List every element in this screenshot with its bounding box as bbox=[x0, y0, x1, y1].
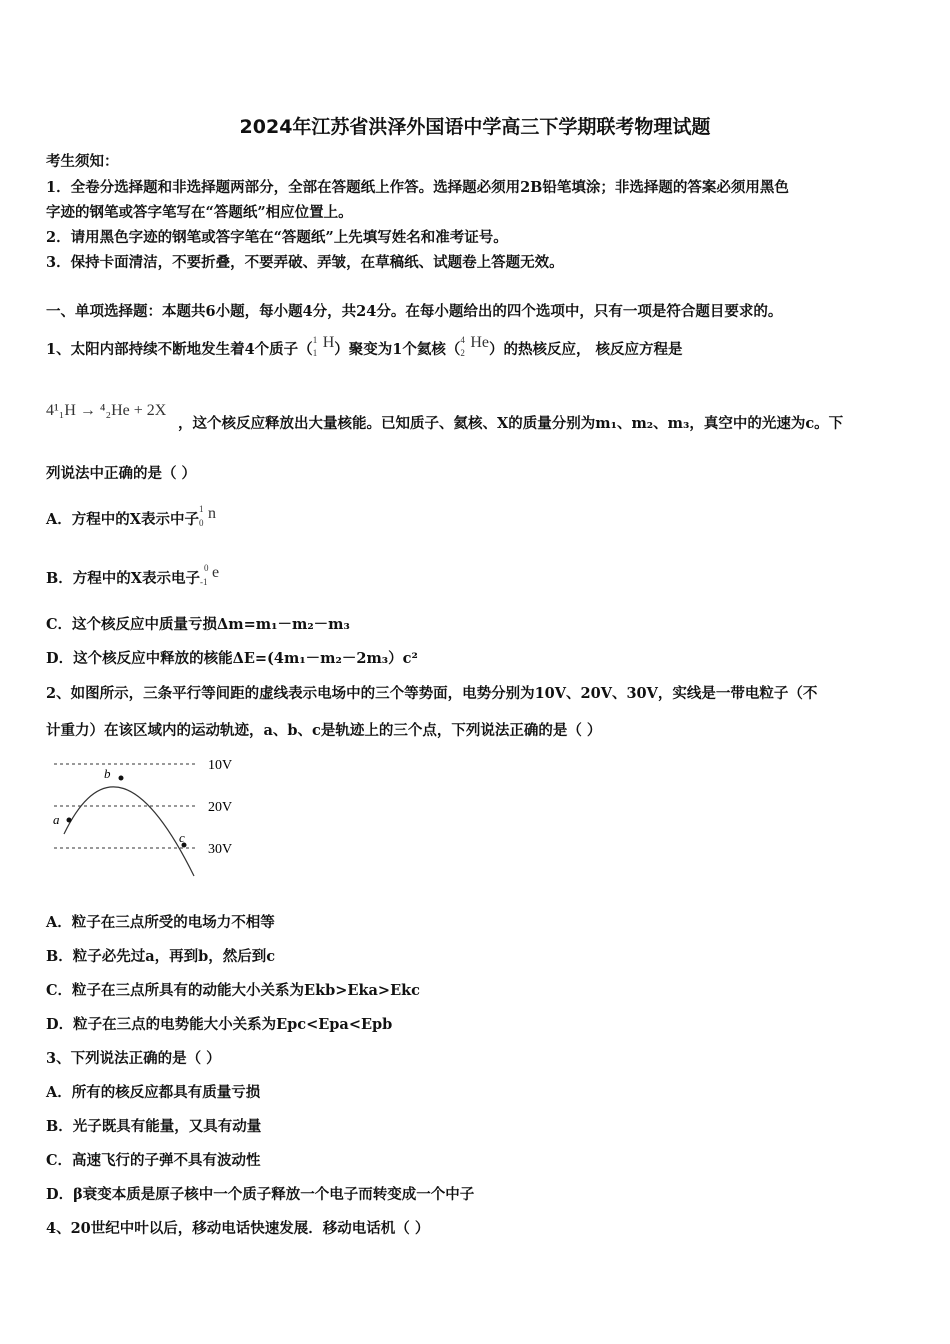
q3-stem: 3、下列说法正确的是（ ） bbox=[46, 1050, 221, 1067]
q2-option-c[interactable]: C．粒子在三点所具有的动能大小关系为Ekb>Eka>Ekc bbox=[46, 982, 420, 999]
q3-option-d[interactable]: D．β衰变本质是原子核中一个质子释放一个电子而转变成一个中子 bbox=[46, 1186, 475, 1203]
equipotential-figure bbox=[46, 752, 256, 882]
point-a bbox=[67, 818, 72, 823]
option-text: A．方程中的X表示中子 bbox=[46, 511, 199, 528]
particle-trajectory bbox=[64, 787, 194, 876]
potential-label: 30V bbox=[208, 842, 233, 857]
q1-option-a[interactable] bbox=[46, 504, 216, 530]
neutron-symbol: 1 0 n bbox=[199, 504, 216, 528]
q1-stem-part: ）聚变为1个氦核（ bbox=[334, 341, 461, 358]
q1-stem-part: 1、太阳内部持续不断地发生着4个质子（ bbox=[46, 341, 313, 358]
q2-option-b[interactable]: B．粒子必先过a，再到b，然后到c bbox=[46, 948, 276, 965]
notice-line: 字迹的钢笔或答字笔写在“答题纸”相应位置上。 bbox=[46, 204, 353, 221]
notice-line: 2．请用黑色字迹的钢笔或答字笔在“答题纸”上先填写姓名和准考证号。 bbox=[46, 229, 508, 246]
notice-line: 1．全卷分选择题和非选择题两部分，全部在答题纸上作答。选择题必须用2B铅笔填涂；非选择题的答案必须用黑色 bbox=[46, 179, 789, 196]
section-heading: 一、单项选择题：本题共6小题，每小题4分，共24分。在每小题给出的四个选项中，只有一项是符合题目要求的。 bbox=[46, 303, 783, 320]
page-title: 2024年江苏省洪泽外国语中学高三下学期联考物理试题 bbox=[239, 116, 711, 138]
potential-label: 10V bbox=[208, 758, 233, 773]
option-text: B．方程中的X表示电子 bbox=[46, 570, 201, 587]
notice-header: 考生须知： bbox=[46, 153, 119, 170]
q1-option-c[interactable]: C．这个核反应中质量亏损Δm=m₁－m₂－m₃ bbox=[46, 616, 350, 633]
q1-cont2: 列说法中正确的是（ ） bbox=[46, 465, 197, 482]
q2-stem: 2、如图所示，三条平行等间距的虚线表示电场中的三个等势面，电势分别为10V、20V、30V，实线是一带电粒子（不 bbox=[46, 685, 818, 702]
q1-option-b[interactable] bbox=[46, 563, 220, 589]
q1-cont: ，这个核反应释放出大量核能。已知质子、氦核、X的质量分别为m₁、m₂、m₃，真空中的光速为c。下 bbox=[178, 415, 844, 432]
q2-option-a[interactable]: A．粒子在三点所受的电场力不相等 bbox=[46, 914, 275, 931]
q2-option-d[interactable]: D．粒子在三点的电势能大小关系为Epc<Epa<Epb bbox=[46, 1016, 393, 1033]
point-label-b: b bbox=[104, 766, 111, 781]
q3-option-b[interactable]: B．光子既具有能量，又具有动量 bbox=[46, 1118, 262, 1135]
helium-symbol: 4 2 He bbox=[460, 334, 489, 358]
point-b bbox=[119, 776, 124, 781]
q1-stem-part: ）的热核反应， 核反应方程是 bbox=[489, 341, 683, 358]
notice-line: 3．保持卡面清洁，不要折叠，不要弄破、弄皱，在草稿纸、试题卷上答题无效。 bbox=[46, 254, 564, 271]
proton-symbol: 1 1 H bbox=[312, 334, 335, 358]
q3-option-c[interactable]: C．高速飞行的子弹不具有波动性 bbox=[46, 1152, 261, 1169]
potential-label: 20V bbox=[208, 800, 233, 815]
q2-stem: 计重力）在该区域内的运动轨迹，a、b、c是轨迹上的三个点，下列说法正确的是（ ） bbox=[46, 722, 602, 739]
point-label-a: a bbox=[53, 812, 60, 827]
q3-option-a[interactable]: A．所有的核反应都具有质量亏损 bbox=[46, 1084, 261, 1101]
electron-symbol: 0 -1 e bbox=[200, 563, 220, 587]
q1-stem bbox=[46, 334, 683, 360]
q4-stem: 4、20世纪中叶以后，移动电话快速发展．移动电话机（ ） bbox=[46, 1220, 430, 1237]
q1-equation: 4¹₁H → ⁴₂He + 2X bbox=[46, 402, 167, 419]
point-label-c: c bbox=[179, 830, 185, 845]
q1-option-d[interactable]: D．这个核反应中释放的核能ΔE=(4m₁－m₂－2m₃）c² bbox=[46, 650, 418, 667]
